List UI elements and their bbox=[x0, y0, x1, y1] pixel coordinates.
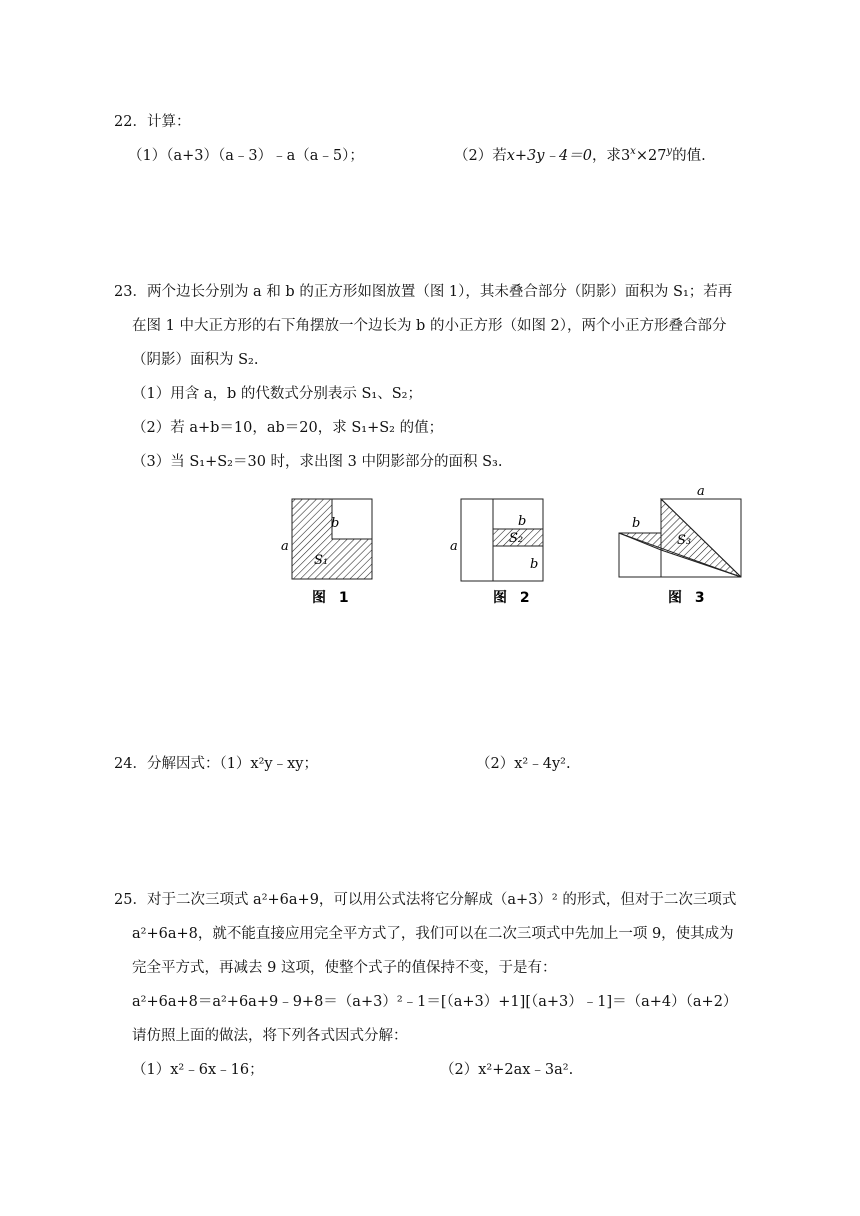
q25-line5: 请仿照上面的做法，将下列各式因式分解： bbox=[132, 1028, 408, 1044]
q23-sub1: （1）用含 a，b 的代数式分别表示 S₁、S₂； bbox=[132, 386, 422, 402]
q22-number: 22． bbox=[114, 114, 147, 130]
q24-title: 分解因式： bbox=[146, 756, 220, 772]
q22-part2: （2）若x+3y﹣4＝0，求$3^x\times 27^y$的值. bbox=[454, 146, 706, 164]
q24-number: 24． bbox=[114, 756, 147, 772]
fig2-caption: 图 2 bbox=[493, 590, 534, 606]
q22-title: 计算： bbox=[146, 114, 191, 130]
fig3-caption: 图 3 bbox=[668, 590, 709, 606]
q25-line2: a²+6a+8，就不能直接应用完全平方式了，我们可以在二次三项式中先加上一项 9，使其成为 bbox=[132, 926, 734, 942]
figure-2 bbox=[450, 499, 543, 606]
fig3-label-b: b bbox=[632, 516, 641, 531]
q25-part1: （1）x²﹣6x﹣16； bbox=[132, 1062, 264, 1078]
fig2-label-a: a bbox=[450, 539, 458, 554]
fig1-caption: 图 1 bbox=[312, 590, 353, 606]
q23-figures bbox=[0, 484, 860, 630]
q25-line3: 完全平方式，再减去 9 这项，使整个式子的值保持不变，于是有： bbox=[132, 960, 557, 976]
q22-part1: （1）（a+3）（a﹣3）﹣a（a﹣5）； bbox=[128, 148, 364, 164]
q25-line1: 25．对于二次三项式 a²+6a+9，可以用公式法将它分解成（a+3）² 的形式，但对于二次三项式 bbox=[114, 892, 737, 908]
q23-line3: （阴影）面积为 S₂. bbox=[132, 352, 259, 368]
q23-number: 23． bbox=[114, 284, 147, 300]
fig1-label-a: a bbox=[281, 539, 289, 554]
q25-line4: a²+6a+8＝a²+6a+9﹣9+8＝（a+3）²﹣1＝[（a+3）+1][（a+3）﹣1]＝（a+4）（a+2） bbox=[132, 994, 738, 1010]
fig2-label-s2: S₂ bbox=[509, 531, 524, 546]
q23-line1: 23．两个边长分别为 a 和 b 的正方形如图放置（图 1），其未叠合部分（阴影）面积为 S₁；若再 bbox=[114, 284, 733, 300]
q23-sub3: （3）当 S₁+S₂＝30 时，求出图 3 中阴影部分的面积 S₃. bbox=[132, 454, 503, 470]
q23-line2: 在图 1 中大正方形的右下角摆放一个边长为 b 的小正方形（如图 2），两个小正方形叠合部分 bbox=[132, 318, 727, 334]
fig3-label-a: a bbox=[697, 484, 705, 499]
q24-line bbox=[114, 754, 318, 774]
fig2-label-b-top: b bbox=[518, 514, 527, 529]
q23-sub2: （2）若 a+b＝10，ab＝20，求 S₁+S₂ 的值； bbox=[132, 420, 444, 436]
fig1-label-b: b bbox=[331, 516, 340, 531]
q25-part2: （2）x²+2ax﹣3a². bbox=[440, 1062, 574, 1078]
q24-part1: （1）x²y﹣xy； bbox=[219, 756, 318, 772]
q24-part2: （2）x²﹣4y². bbox=[476, 756, 571, 772]
q25-number: 25． bbox=[114, 892, 147, 908]
fig1-label-s1: S₁ bbox=[314, 553, 329, 568]
fig2-label-b-bottom: b bbox=[530, 557, 539, 572]
figure-1 bbox=[281, 499, 372, 606]
figure-3 bbox=[619, 484, 741, 606]
q22-heading bbox=[114, 112, 190, 132]
fig3-label-s3: S₃ bbox=[677, 533, 692, 548]
